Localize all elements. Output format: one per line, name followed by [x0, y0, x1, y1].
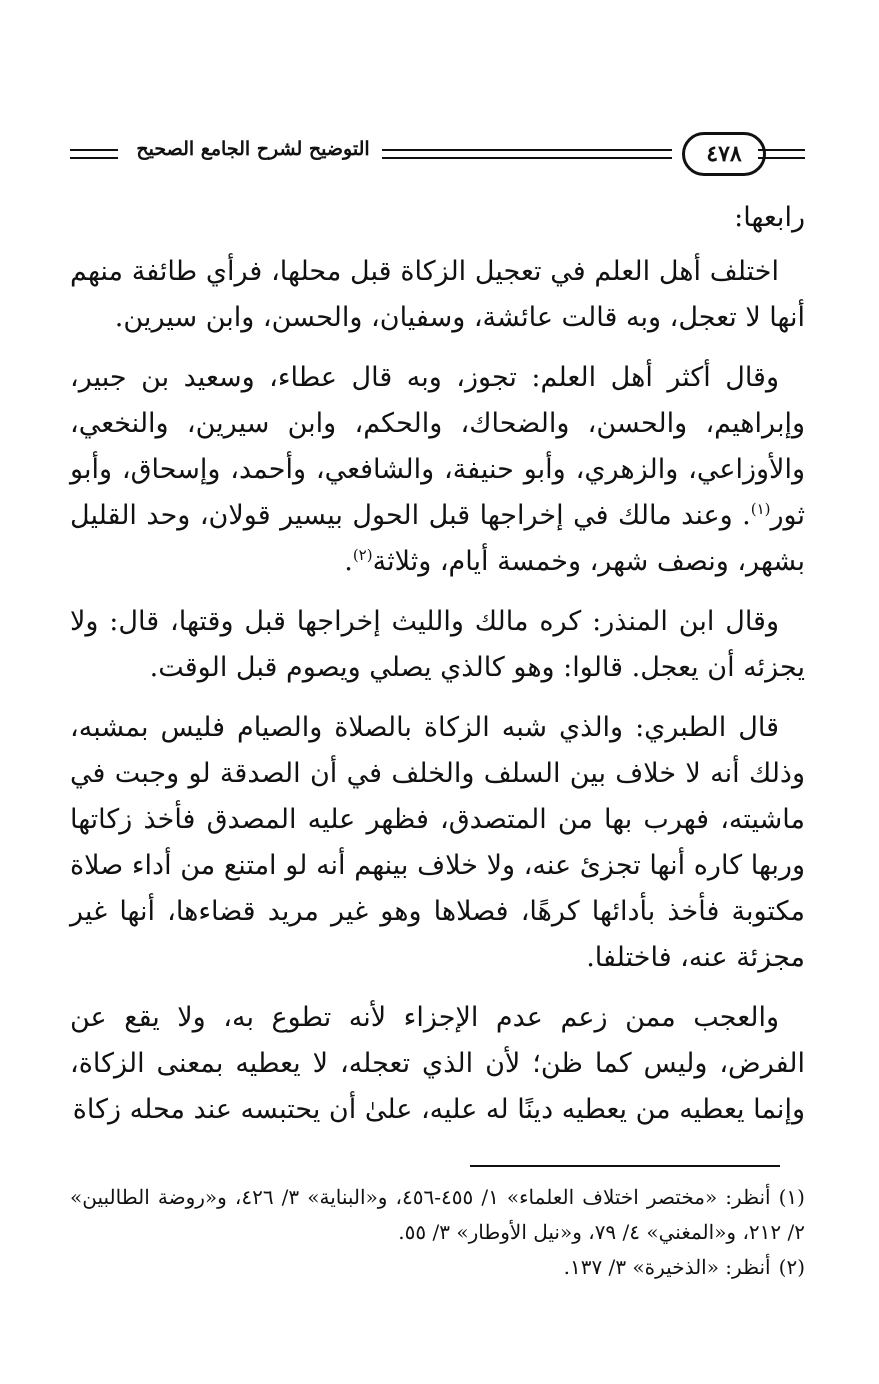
footnote-2-text: أنظر: «الذخيرة» ٣/ ١٣٧.	[563, 1255, 771, 1279]
paragraph-1: اختلف أهل العلم في تعجيل الزكاة قبل محلها، فرأي طائفة منهم أنها لا تعجل، وبه قالت عائشة، وسفيان، والحسن، وابن سيرين.	[70, 256, 805, 333]
footnote-1-text: أنظر: «مختصر اختلاف العلماء» ١/ ٤٥٥-٤٥٦، و«البناية» ٣/ ٤٢٦، و«روضة الطالبين» ٢/ ٢١٢، و«المغني» ٤/ ٧٩، و«نيل الأوطار» ٣/ ٥٥.	[70, 1185, 805, 1244]
paragraph-2-end: .	[344, 546, 353, 577]
page-header	[70, 130, 805, 178]
running-title: التوضيح لشرح الجامع الصحيح	[136, 138, 370, 160]
footnotes	[70, 1180, 805, 1285]
paragraph-2-part-1: وقال أكثر أهل العلم: تجوز، وبه قال عطاء، وسعيد بن جبير، وإبراهيم، والحسن، والضحاك، والحكم، وابن سيرين، والنخعي، والأوزاعي، والزهري، وأبو حنيفة، والشافعي، وأحمد، وإسحاق، وأبو ثور	[70, 362, 805, 531]
footnote-2-marker: (٢)	[778, 1255, 805, 1279]
footnote-ref-2[interactable]: (٢)	[352, 546, 373, 564]
page-number: ٤٧٨	[682, 132, 766, 176]
header-rule-middle	[382, 149, 672, 159]
footnote-2	[70, 1250, 805, 1285]
paragraph-5: والعجب ممن زعم عدم الإجزاء لأنه تطوع به، ولا يقع عن الفرض، وليس كما ظن؛ لأن الذي تعجله، لا يعطيه بمعنى الزكاة، وإنما يعطيه من يعطيه دينًا له عليه، علىٰ أن يحتبسه عند محله زكاة	[70, 1002, 805, 1125]
footnote-ref-1[interactable]: (١)	[750, 500, 771, 518]
paragraph-3: وقال ابن المنذر: كره مالك والليث إخراجها قبل وقتها، قال: ولا يجزئه أن يعجل. قالوا: وهو كالذي يصلي ويصوم قبل الوقت.	[70, 606, 805, 683]
paragraph-2-part-2: . وعند مالك في إخراجها قبل الحول بيسير قولان، وحد القليل بشهر، ونصف شهر، وخمسة أيام، وثلاثة	[70, 500, 805, 577]
section-heading: رابعها:	[734, 202, 805, 233]
paragraph-2	[70, 355, 805, 585]
paragraph-4: قال الطبري: والذي شبه الزكاة بالصلاة والصيام فليس بمشبه، وذلك أنه لا خلاف بين السلف والخلف في أن الصدقة لو وجبت في ماشيته، فهرب بها من المتصدق، فظهر عليه المصدق فأخذ زكاتها وربها كاره أنها تجزئ عنه، ولا خلاف بينهم أنه لو امتنع من أداء صلاة مكتوبة فأخذ بأدائها كرهًا، فصلاها وهو غير مريد قضاءها، أنها غير مجزئة عنه، فاختلفا.	[70, 712, 805, 973]
footnote-separator	[470, 1165, 780, 1167]
header-rule-right	[758, 149, 805, 159]
header-rule-left	[70, 149, 118, 159]
main-text	[70, 195, 805, 1147]
footnote-1-marker: (١)	[778, 1185, 805, 1209]
footnote-1	[70, 1180, 805, 1250]
